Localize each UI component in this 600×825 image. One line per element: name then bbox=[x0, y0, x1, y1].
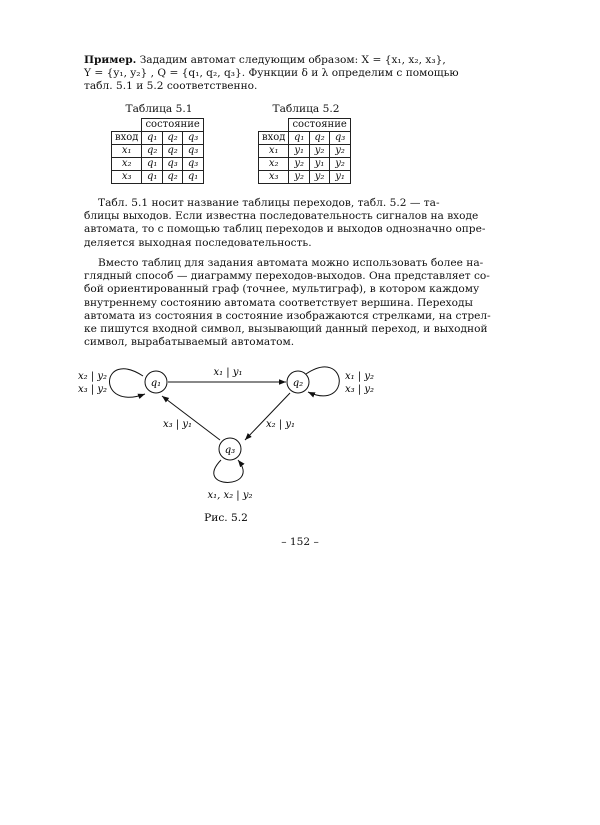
page-number: – 152 – bbox=[281, 536, 319, 548]
edge-q3-q1 bbox=[162, 396, 220, 440]
intro-line-2: Y = {y₁, y₂} , Q = {q₁, q₂, q₃}. Функции δ и λ определим с помощью bbox=[84, 67, 459, 80]
table2-cell: y₁ bbox=[330, 171, 350, 184]
table1-cell: q₂ bbox=[142, 145, 162, 158]
table2-cell: y₂ bbox=[289, 171, 309, 184]
table2-caption: Таблица 5.2 bbox=[272, 103, 340, 115]
para3-line: ке пишутся входной символ, вызывающий данный переход, и выходной bbox=[84, 323, 488, 336]
para3-line: символ, вырабатываемый автоматом. bbox=[84, 336, 295, 349]
table1-col-header: q₃ bbox=[183, 132, 203, 145]
table1-row-input: x₃ bbox=[112, 171, 142, 184]
loop-q2 bbox=[306, 367, 339, 396]
table1-caption: Таблица 5.1 bbox=[125, 103, 193, 115]
table2-cell: y₁ bbox=[289, 145, 309, 158]
table1-corner: вход bbox=[112, 132, 142, 145]
table1-group-header: состояние bbox=[142, 119, 203, 132]
table1-cell: q₁ bbox=[142, 158, 162, 171]
loop-q2-label-a: x₁ | y₂ bbox=[345, 371, 375, 382]
loop-q1-label-a: x₂ | y₂ bbox=[78, 371, 108, 382]
intro-line-3: табл. 5.1 и 5.2 соответственно. bbox=[84, 80, 258, 93]
para2-line: автомата, то с помощью таблиц переходов и выходов однозначно опре- bbox=[84, 223, 486, 236]
para3-line: бой ориентированный граф (точнее, мультиграф), в котором каждому bbox=[84, 283, 480, 296]
table2-cell: y₁ bbox=[309, 158, 329, 171]
table2-col-header: q₂ bbox=[309, 132, 329, 145]
node-q3-label: q₃ bbox=[224, 445, 236, 456]
table2-col-header: q₃ bbox=[330, 132, 350, 145]
figure-caption: Рис. 5.2 bbox=[204, 512, 248, 524]
table2-group-header: состояние bbox=[289, 119, 350, 132]
table1-cell: q₁ bbox=[142, 171, 162, 184]
table2-row-input: x₁ bbox=[259, 145, 289, 158]
table1-cell: q₂ bbox=[162, 171, 182, 184]
table1-cell: q₁ bbox=[183, 171, 203, 184]
table1-col-header: q₁ bbox=[142, 132, 162, 145]
table2-cell: y₂ bbox=[330, 145, 350, 158]
edge-q2-q3 bbox=[245, 393, 290, 440]
edge-q2-q3-label: x₂ | y₁ bbox=[266, 419, 296, 430]
loop-q2-label-b: x₃ | y₂ bbox=[345, 384, 375, 395]
table2-cell: y₂ bbox=[309, 171, 329, 184]
table2-row-input: x₂ bbox=[259, 158, 289, 171]
table1-cell: q₃ bbox=[183, 158, 203, 171]
loop-q3 bbox=[214, 460, 243, 483]
para3-line: Вместо таблиц для задания автомата можно использовать более на- bbox=[98, 257, 484, 269]
table2-cell: y₂ bbox=[309, 145, 329, 158]
loop-q3-label: x₁, x₂ | y₂ bbox=[207, 490, 253, 501]
edge-q3-q1-label: x₃ | y₁ bbox=[163, 419, 193, 430]
para3-line: глядный способ — диаграмму переходов-выходов. Она представляет со- bbox=[84, 270, 490, 283]
para2-line: деляется выходная последовательность. bbox=[84, 236, 312, 249]
example-heading: Пример. bbox=[84, 54, 137, 66]
para2-line: блицы выходов. Если известна последовательность сигналов на входе bbox=[84, 210, 479, 223]
table1-cell: q₂ bbox=[162, 145, 182, 158]
intro-line-1: Зададим автомат следующим образом: X = {x₁, x₂, x₃}, bbox=[139, 54, 446, 66]
table2-cell: y₂ bbox=[289, 158, 309, 171]
table1-col-header: q₂ bbox=[162, 132, 182, 145]
table2-corner: вход bbox=[259, 132, 289, 145]
table2-cell: y₂ bbox=[330, 158, 350, 171]
para3-line: автомата из состояния в состояние изображаются стрелками, на стрел- bbox=[84, 309, 491, 322]
para3-line: внутреннему состоянию автомата соответствует вершина. Переходы bbox=[84, 296, 473, 309]
loop-q1 bbox=[109, 369, 145, 397]
edge-q1-q2-label: x₁ | y₁ bbox=[213, 367, 243, 378]
table2-row-input: x₃ bbox=[259, 171, 289, 184]
node-q2-label: q₂ bbox=[292, 378, 304, 389]
loop-q1-label-b: x₃ | y₂ bbox=[78, 384, 108, 395]
para2-line: Табл. 5.1 носит название таблицы переходов, табл. 5.2 — та- bbox=[98, 197, 440, 209]
node-q1-label: q₁ bbox=[150, 378, 162, 389]
table1-row-input: x₁ bbox=[112, 145, 142, 158]
table1-cell: q₃ bbox=[162, 158, 182, 171]
table1-cell: q₃ bbox=[183, 145, 203, 158]
table2-col-header: q₁ bbox=[289, 132, 309, 145]
table1-row-input: x₂ bbox=[112, 158, 142, 171]
